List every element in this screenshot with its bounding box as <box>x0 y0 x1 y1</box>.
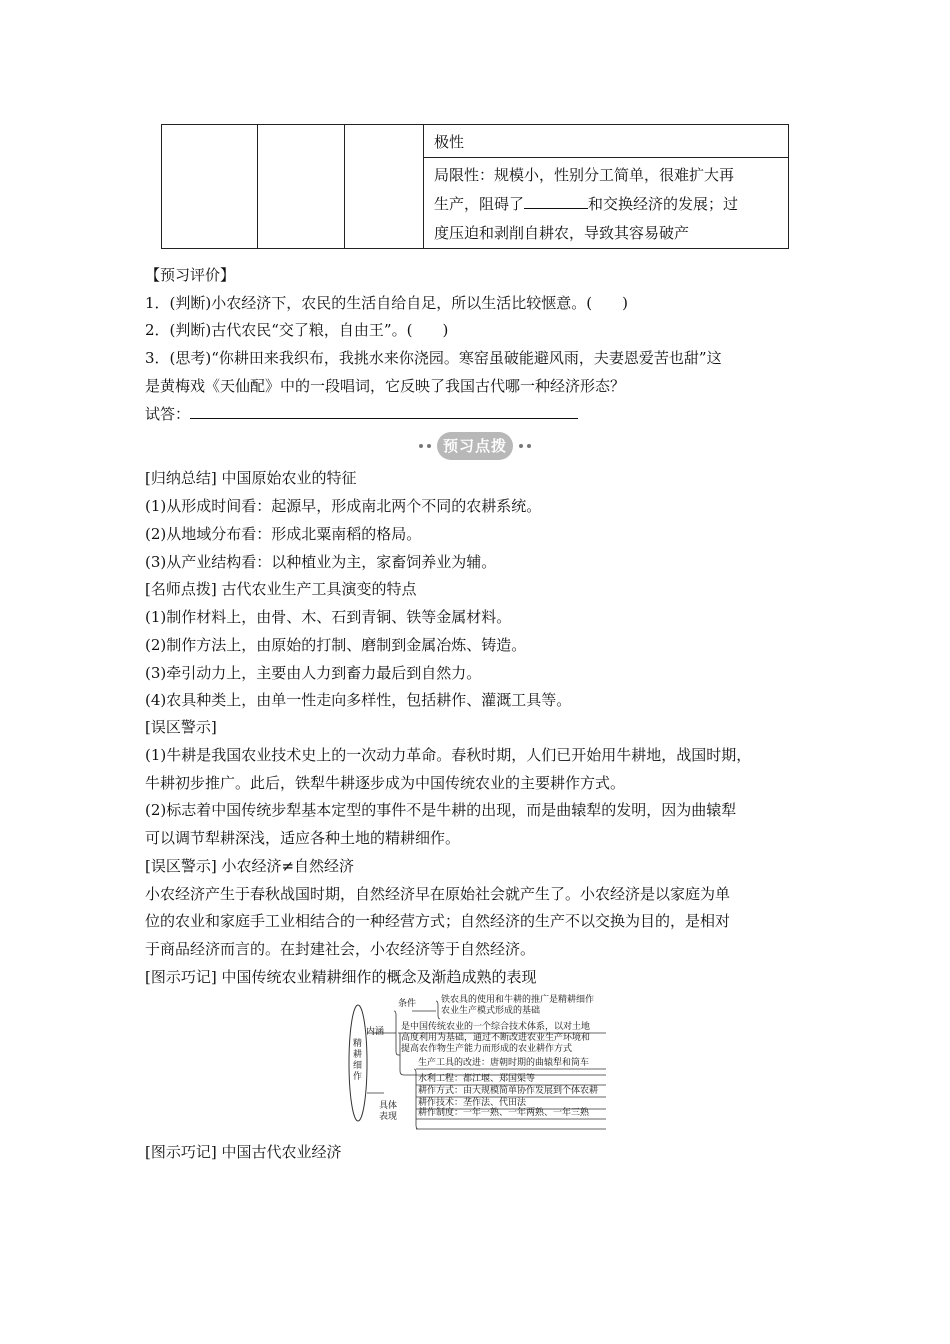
concept-diagram <box>344 993 614 1135</box>
paragraph-line: 位的农业和家庭手工业相结合的一种经营方式；自然经济的生产不以交换为目的，是相对 <box>145 912 731 930</box>
question: 3．(思考)“你耕田来我织布，我挑水来你浇园。寒窑虽破能避风雨，夫妻恩爱苦也甜”这 <box>145 349 722 367</box>
diagram-text: 耕作方式：由大规模简单协作发展到个体农耕 <box>418 1086 599 1096</box>
diagram-text: 铁农具的使用和牛耕的推广是精耕细作 <box>441 995 595 1005</box>
diagram-text: 耕作技术：垄作法、代田法 <box>418 1098 527 1108</box>
table-row <box>162 125 789 158</box>
paragraph-line: (3)从产业结构看：以种植业为主，家畜饲养业为辅。 <box>145 553 497 571</box>
dot-icon <box>519 444 523 448</box>
table-cell <box>162 125 258 249</box>
paragraph-line: (1)从形成时间看：起源早，形成南北两个不同的农耕系统。 <box>145 497 542 515</box>
diagram-text: 是中国传统农业的一个综合技术体系，以对土地 <box>401 1022 591 1032</box>
table-text: 极性 <box>434 133 465 151</box>
paragraph-line: (4)农具种类上，由单一性走向多样性，包括耕作、灌溉工具等。 <box>145 691 572 709</box>
diagram-root: 精耕细作 <box>353 1039 363 1082</box>
dot-icon <box>419 444 423 448</box>
paragraph-line: (2)制作方法上，由原始的打制、磨制到金属冶炼、铸造。 <box>145 636 527 654</box>
paragraph-line: (1)牛耕是我国农业技术史上的一次动力革命。春秋时期，人们已开始用牛耕地，战国时期， <box>145 746 752 764</box>
diagram-text: 提高农作物生产能力而形成的农业耕作方式 <box>401 1044 573 1054</box>
diagram-branch: 条件 <box>398 999 417 1009</box>
section-heading: [图示巧记] 中国古代农业经济 <box>145 1143 342 1161</box>
paragraph-line: 可以调节犁耕深浅，适应各种土地的精耕细作。 <box>145 829 461 847</box>
paragraph-line: (1)制作材料上，由骨、木、石到青铜、铁等金属材料。 <box>145 608 512 626</box>
answer-line <box>145 404 578 424</box>
section-heading: 【预习评价】 <box>145 266 236 284</box>
dot-icon <box>527 444 531 448</box>
paragraph-line: (2)标志着中国传统步犁基本定型的事件不是牛耕的出现，而是曲辕犁的发明，因为曲辕犁 <box>145 801 737 819</box>
table-text: 局限性：规模小，性别分工简单，很难扩大再 <box>434 166 735 184</box>
answer-label: 试答： <box>145 405 191 423</box>
diagram-branch: 具体表现 <box>378 1101 397 1122</box>
dot-icon <box>427 444 431 448</box>
paragraph-line: 牛耕初步推广。此后，铁犁牛耕逐步成为中国传统农业的主要耕作方式。 <box>145 774 626 792</box>
fill-blank <box>524 194 588 209</box>
question: 是黄梅戏《天仙配》中的一段唱词，它反映了我国古代哪一种经济形态？ <box>145 377 626 395</box>
paragraph-line: 于商品经济而言的。在封建社会，小农经济等于自然经济。 <box>145 940 536 958</box>
banner-title: 预习点拨 <box>437 432 513 460</box>
diagram-text: 生产工具的改进：唐朝时期的曲辕犁和筒车 <box>418 1058 590 1068</box>
table-text-line <box>434 190 780 219</box>
section-heading: [名师点拨] 古代农业生产工具演变的特点 <box>145 580 417 598</box>
table-text: 生产，阻碍了 <box>434 195 525 213</box>
table-cell <box>424 158 789 249</box>
paragraph-line: (3)牵引动力上，主要由人力到畜力最后到自然力。 <box>145 664 482 682</box>
section-heading: [图示巧记] 中国传统农业精耕细作的概念及渐趋成熟的表现 <box>145 968 537 986</box>
diagram-text: 耕作制度：一年一熟、一年两熟、一年三熟 <box>418 1108 590 1118</box>
diagram-text: 水利工程：都江堰、郑国渠等 <box>418 1074 536 1084</box>
table-text: 度压迫和剥削自耕农，导致其容易破产 <box>434 224 690 242</box>
diagram-branch: 内涵 <box>366 1027 385 1037</box>
continuation-table <box>161 124 789 249</box>
section-heading: [误区警示] 小农经济≠自然经济 <box>145 857 355 875</box>
question: 2．(判断)古代农民“交了粮，自由王”。( ) <box>145 321 449 339</box>
section-heading: [归纳总结] 中国原始农业的特征 <box>145 469 357 487</box>
paragraph-line: 小农经济产生于春秋战国时期，自然经济早在原始社会就产生了。小农经济是以家庭为单 <box>145 885 731 903</box>
paragraph-line: (2)从地域分布看：形成北粟南稻的格局。 <box>145 525 422 543</box>
answer-blank <box>190 404 578 419</box>
section-heading: [误区警示] <box>145 718 217 736</box>
table-text: 和交换经济的发展；过 <box>588 195 739 213</box>
section-banner <box>415 431 535 461</box>
table-cell <box>258 125 345 249</box>
diagram-text: 高度利用为基础，通过不断改进农业生产环境和 <box>401 1033 591 1043</box>
question: 1．(判断)小农经济下，农民的生活自给自足，所以生活比较惬意。( ) <box>145 294 628 312</box>
diagram-text: 农业生产模式形成的基础 <box>441 1006 541 1016</box>
table-cell <box>345 125 424 249</box>
table-cell <box>424 125 789 158</box>
